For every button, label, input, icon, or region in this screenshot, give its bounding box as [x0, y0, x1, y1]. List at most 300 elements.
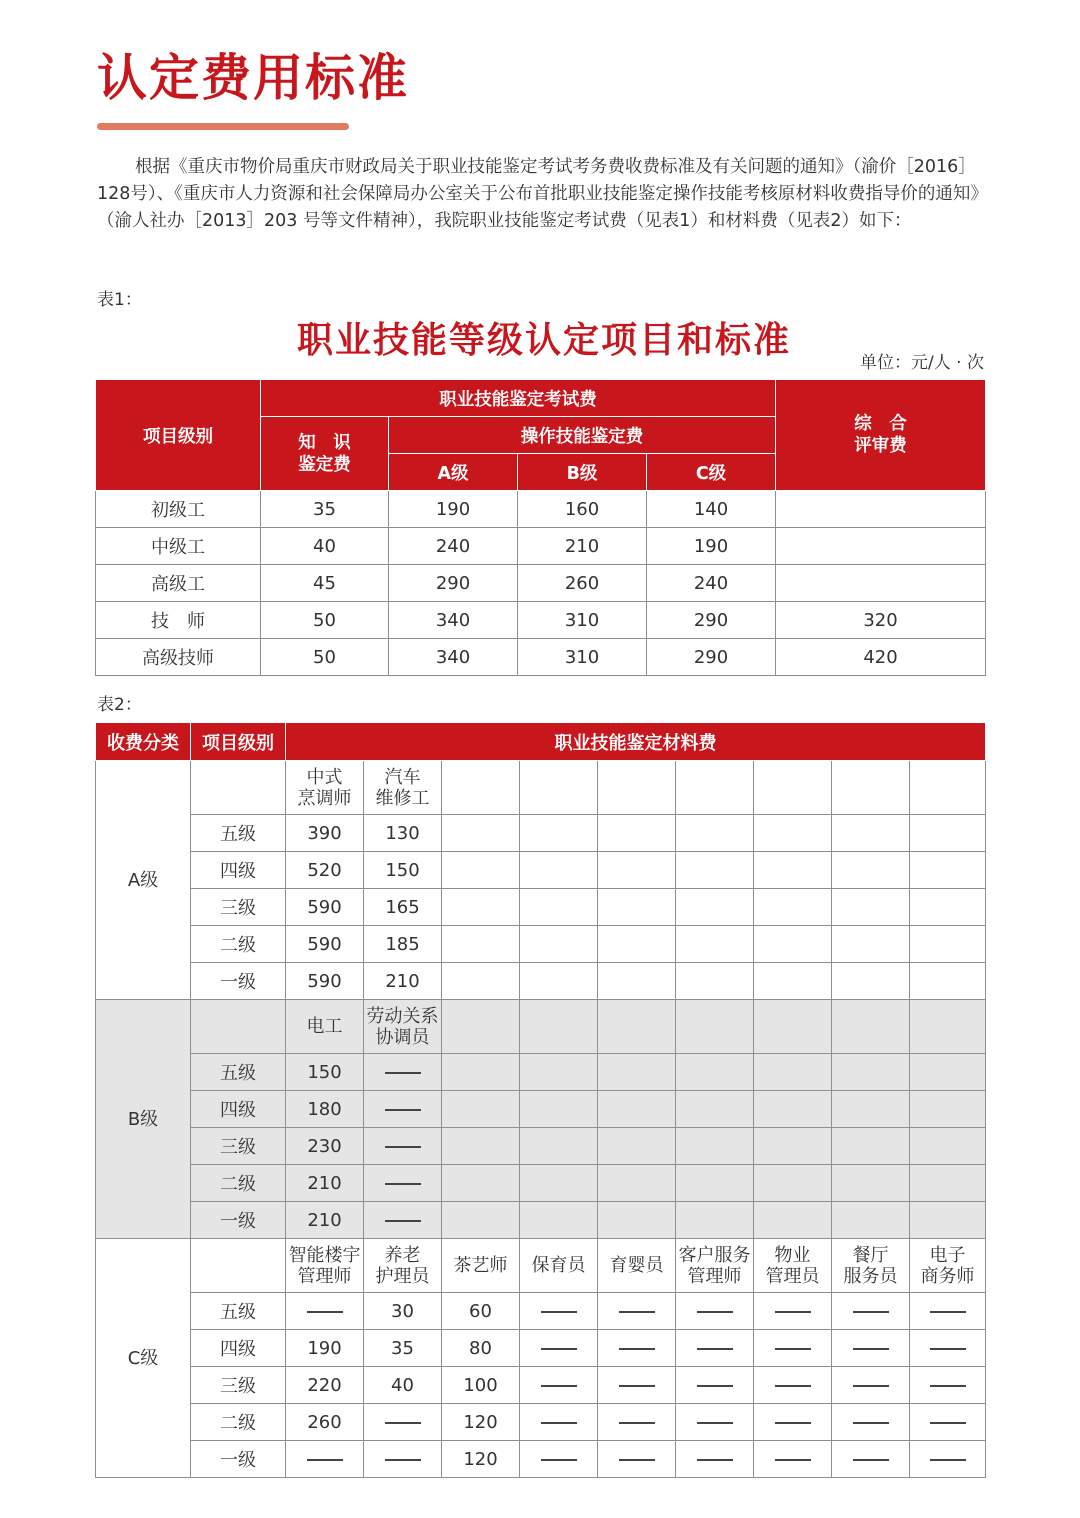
table2-value: 210	[364, 963, 442, 1000]
table2-value	[676, 815, 754, 852]
table1-cell-level: 中级工	[96, 528, 261, 565]
subject-line2: 商务师	[920, 1265, 975, 1287]
table2-row	[96, 1441, 986, 1478]
table2-value	[442, 1165, 520, 1202]
table2-value	[754, 1091, 832, 1128]
table2-level: 四级	[191, 1330, 286, 1367]
table2-row	[96, 1367, 986, 1404]
table2-level: 三级	[191, 889, 286, 926]
subject-line2: 协调员	[375, 1026, 430, 1048]
table2-value	[364, 1128, 442, 1165]
table2-value	[754, 1128, 832, 1165]
table2-value	[832, 1404, 910, 1441]
table2-value: 40	[364, 1367, 442, 1404]
subject-line1: 汽车	[384, 766, 421, 788]
dash-mark	[619, 1348, 655, 1350]
subject-line1: 保育员	[531, 1255, 586, 1276]
header-review-fee	[776, 380, 986, 491]
table1-row	[96, 528, 986, 565]
dash-mark	[385, 1220, 421, 1222]
table2-value	[754, 1441, 832, 1478]
table2-value	[754, 889, 832, 926]
table2-value	[754, 1165, 832, 1202]
table2-value	[832, 1091, 910, 1128]
subject-line1: 智能楼宇	[288, 1244, 361, 1266]
table2-value	[910, 1128, 986, 1165]
table2-value	[364, 1091, 442, 1128]
table2-subject	[832, 1239, 910, 1293]
table2-value	[520, 1404, 598, 1441]
dash-mark	[697, 1348, 733, 1350]
table2-value	[910, 926, 986, 963]
table2-subject	[364, 1000, 442, 1054]
table1-cell-b: 160	[518, 491, 647, 528]
table2-value: 210	[286, 1165, 364, 1202]
table2-row	[96, 889, 986, 926]
table2-value	[598, 1293, 676, 1330]
table2-value	[598, 963, 676, 1000]
table2-value	[598, 1330, 676, 1367]
table2-value	[442, 1054, 520, 1091]
table2-value	[520, 1367, 598, 1404]
dash-mark	[930, 1422, 966, 1424]
table2-value	[754, 1330, 832, 1367]
table2-value	[598, 815, 676, 852]
table2	[95, 722, 986, 1478]
table2-value: 120	[442, 1441, 520, 1478]
table2-value	[832, 815, 910, 852]
table1-cell-review	[776, 528, 986, 565]
dash-mark	[930, 1311, 966, 1313]
table2-value	[754, 963, 832, 1000]
table2-row	[96, 1054, 986, 1091]
table2-level: 四级	[191, 852, 286, 889]
subject-line2: 管理师	[687, 1265, 742, 1287]
table2-subject	[286, 1000, 364, 1054]
table2-value	[910, 1441, 986, 1478]
dash-mark	[385, 1109, 421, 1111]
table2-row	[96, 815, 986, 852]
table1-cell-level: 高级工	[96, 565, 261, 602]
table2-value	[286, 1293, 364, 1330]
table2-value	[364, 1202, 442, 1239]
table2-value	[442, 1128, 520, 1165]
table2-value	[754, 926, 832, 963]
table1-row	[96, 602, 986, 639]
intro-paragraph: 根据《重庆市物价局重庆市财政局关于职业技能鉴定考试考务费收费标准及有关问题的通知》（渝价［2016］128号）、《重庆市人力资源和社会保障局办公室关于公布首批职业技能鉴定操作技能考核原材料收费指导价的通知》（渝人社办［2013］203 号等文件精神），我院职业技能鉴定考试费（见表1）和材料费（见表2）如下：	[97, 157, 980, 231]
subject-line1: 育婴员	[609, 1255, 664, 1276]
table1-cell-a: 290	[389, 565, 518, 602]
table2-value	[364, 1441, 442, 1478]
table2-value	[676, 963, 754, 1000]
dash-mark	[385, 1072, 421, 1074]
dash-mark	[853, 1348, 889, 1350]
table2-value	[598, 1441, 676, 1478]
table2-value	[598, 1367, 676, 1404]
table2-subject-row	[96, 761, 986, 815]
header-item-level: 项目级别	[191, 723, 286, 761]
table2-value	[598, 1404, 676, 1441]
table2-row	[96, 1128, 986, 1165]
table2-value	[520, 963, 598, 1000]
table2-subject	[520, 761, 598, 815]
table2-value	[910, 963, 986, 1000]
table1-cell-level: 技 师	[96, 602, 261, 639]
table2-value: 120	[442, 1404, 520, 1441]
dash-mark	[775, 1311, 811, 1313]
dash-mark	[853, 1422, 889, 1424]
dash-mark	[775, 1348, 811, 1350]
dash-mark	[307, 1459, 343, 1461]
dash-mark	[385, 1183, 421, 1185]
subject-line2: 管理师	[297, 1265, 352, 1287]
table1-cell-knowledge: 35	[261, 491, 389, 528]
table1-cell-c: 190	[647, 528, 776, 565]
table1-cell-a: 340	[389, 639, 518, 676]
table2-value	[598, 1165, 676, 1202]
table2-value	[442, 815, 520, 852]
table1-cell-knowledge: 50	[261, 639, 389, 676]
table2-label: 表2：	[97, 695, 142, 715]
table2-row	[96, 1091, 986, 1128]
table2-value	[832, 852, 910, 889]
table2-value	[754, 852, 832, 889]
table2-row	[96, 1165, 986, 1202]
header-exam-fee: 职业技能鉴定考试费	[261, 380, 776, 417]
table2-level: 三级	[191, 1367, 286, 1404]
table2-value	[832, 1441, 910, 1478]
table2-value: 35	[364, 1330, 442, 1367]
table2-level: 五级	[191, 815, 286, 852]
table2-level: 一级	[191, 1202, 286, 1239]
table2-value: 210	[286, 1202, 364, 1239]
table2-value	[910, 815, 986, 852]
table2-blank-cell	[191, 1239, 286, 1293]
table2-value	[520, 1165, 598, 1202]
table2-value	[754, 1202, 832, 1239]
table2-value	[442, 889, 520, 926]
table2-subject	[286, 1239, 364, 1293]
header-grade-a: A级	[389, 454, 518, 491]
table2-value	[364, 1165, 442, 1202]
page-title: 认定费用标准	[97, 49, 409, 107]
table2-value	[910, 1091, 986, 1128]
dash-mark	[385, 1146, 421, 1148]
table2-subject	[598, 1239, 676, 1293]
subject-line1: 客户服务	[678, 1244, 751, 1266]
table2-subject	[364, 761, 442, 815]
table2-subject	[832, 761, 910, 815]
table2-value	[676, 1367, 754, 1404]
table2-subject	[598, 761, 676, 815]
table2-level: 二级	[191, 1165, 286, 1202]
dash-mark	[775, 1385, 811, 1387]
dash-mark	[853, 1311, 889, 1313]
table2-value	[598, 1202, 676, 1239]
dash-mark	[853, 1385, 889, 1387]
table2-value: 60	[442, 1293, 520, 1330]
table2-level: 一级	[191, 1441, 286, 1478]
table2-level: 五级	[191, 1054, 286, 1091]
table2-value	[676, 1330, 754, 1367]
table2-value	[910, 852, 986, 889]
table2-value	[676, 1293, 754, 1330]
table2-value: 260	[286, 1404, 364, 1441]
table2-value	[832, 1293, 910, 1330]
table2-category: B级	[96, 1000, 191, 1239]
table2-value	[520, 852, 598, 889]
table2-blank-cell	[191, 761, 286, 815]
subject-line1: 茶艺师	[453, 1255, 508, 1276]
table1-cell-c: 290	[647, 639, 776, 676]
table2-value	[598, 852, 676, 889]
table2-subject	[754, 761, 832, 815]
table2-value	[754, 1054, 832, 1091]
table2-value: 180	[286, 1091, 364, 1128]
dash-mark	[930, 1459, 966, 1461]
table2-value	[520, 1293, 598, 1330]
subject-line1: 电工	[306, 1016, 343, 1037]
table2-value	[676, 1165, 754, 1202]
table2-value	[832, 926, 910, 963]
table2-row	[96, 1404, 986, 1441]
table2-value: 130	[364, 815, 442, 852]
table2-value	[520, 889, 598, 926]
table2-value: 30	[364, 1293, 442, 1330]
header-grade-c: C级	[647, 454, 776, 491]
table1-cell-review: 420	[776, 639, 986, 676]
subject-line2: 烹调师	[297, 787, 352, 809]
subject-line2: 维修工	[375, 787, 430, 809]
table2-value	[910, 1404, 986, 1441]
table1-label: 表1：	[97, 290, 142, 310]
dash-mark	[930, 1385, 966, 1387]
table2-subject	[442, 761, 520, 815]
header-review-line1: 综 合	[854, 414, 907, 434]
table2-value	[598, 1091, 676, 1128]
table2-value: 220	[286, 1367, 364, 1404]
table2-row	[96, 963, 986, 1000]
dash-mark	[307, 1311, 343, 1313]
table2-value	[520, 1441, 598, 1478]
dash-mark	[619, 1311, 655, 1313]
table2-value	[598, 926, 676, 963]
table1-cell-knowledge: 50	[261, 602, 389, 639]
table2-value: 150	[364, 852, 442, 889]
table2-value: 165	[364, 889, 442, 926]
table1-row	[96, 491, 986, 528]
table1-cell-c: 140	[647, 491, 776, 528]
table2-value: 80	[442, 1330, 520, 1367]
table2-subject	[442, 1239, 520, 1293]
table2-subject	[286, 761, 364, 815]
table1-cell-level: 初级工	[96, 491, 261, 528]
table2-subject	[676, 1000, 754, 1054]
table2-subject	[832, 1000, 910, 1054]
subject-line1: 养老	[384, 1244, 421, 1266]
table2-blank-cell	[191, 1000, 286, 1054]
table2-value	[910, 1202, 986, 1239]
table1-cell-a: 240	[389, 528, 518, 565]
table2-subject-row	[96, 1239, 986, 1293]
table2-value: 590	[286, 963, 364, 1000]
table2-value	[520, 1091, 598, 1128]
header-review-line2: 评审费	[854, 436, 907, 456]
table2-value: 230	[286, 1128, 364, 1165]
table1-unit: 单位：元/人 · 次	[860, 353, 984, 373]
subject-line2: 管理员	[765, 1265, 820, 1287]
table2-subject	[910, 1239, 986, 1293]
table2-value	[676, 1054, 754, 1091]
dash-mark	[619, 1422, 655, 1424]
table2-value: 100	[442, 1367, 520, 1404]
dash-mark	[697, 1459, 733, 1461]
table1-cell-a: 340	[389, 602, 518, 639]
table2-category: C级	[96, 1239, 191, 1478]
table2-value	[754, 1367, 832, 1404]
table2-value: 185	[364, 926, 442, 963]
subject-line1: 中式	[306, 766, 343, 788]
table2-subject	[910, 1000, 986, 1054]
table2-row	[96, 1330, 986, 1367]
table2-value: 150	[286, 1054, 364, 1091]
table2-level: 四级	[191, 1091, 286, 1128]
table2-value	[910, 1054, 986, 1091]
subject-line1: 电子	[929, 1244, 966, 1266]
table2-subject	[676, 1239, 754, 1293]
dash-mark	[697, 1311, 733, 1313]
table2-value	[520, 926, 598, 963]
table1-cell-knowledge: 45	[261, 565, 389, 602]
header-grade-b: B级	[518, 454, 647, 491]
table2-value	[598, 889, 676, 926]
dash-mark	[853, 1459, 889, 1461]
table2-value	[520, 1202, 598, 1239]
dash-mark	[697, 1385, 733, 1387]
table2-value: 390	[286, 815, 364, 852]
subject-line1: 物业	[774, 1244, 811, 1266]
table2-value	[520, 1054, 598, 1091]
header-category: 收费分类	[96, 723, 191, 761]
table2-subject	[676, 761, 754, 815]
header-material-fee: 职业技能鉴定材料费	[286, 723, 986, 761]
table1-cell-review: 320	[776, 602, 986, 639]
table2-subject-row	[96, 1000, 986, 1054]
table2-value	[832, 889, 910, 926]
table1-cell-c: 290	[647, 602, 776, 639]
table2-value	[910, 1367, 986, 1404]
table2-value	[754, 815, 832, 852]
subject-line1: 劳动关系	[366, 1005, 439, 1027]
title-underline	[97, 123, 349, 130]
dash-mark	[385, 1422, 421, 1424]
table1-cell-b: 210	[518, 528, 647, 565]
table2-level: 一级	[191, 963, 286, 1000]
table2-level: 二级	[191, 926, 286, 963]
table2-value	[676, 1091, 754, 1128]
table2-value	[598, 1054, 676, 1091]
table2-value	[910, 1330, 986, 1367]
table2-value	[910, 1165, 986, 1202]
table2-value	[832, 1330, 910, 1367]
dash-mark	[385, 1459, 421, 1461]
dash-mark	[775, 1459, 811, 1461]
table2-value: 590	[286, 926, 364, 963]
table1-cell-c: 240	[647, 565, 776, 602]
table2-value	[520, 1128, 598, 1165]
table1-cell-b: 310	[518, 639, 647, 676]
table2-subject	[442, 1000, 520, 1054]
table2-value	[754, 1293, 832, 1330]
table2-value	[832, 1128, 910, 1165]
dash-mark	[930, 1348, 966, 1350]
table2-subject	[754, 1239, 832, 1293]
dash-mark	[619, 1459, 655, 1461]
table2-value	[442, 1202, 520, 1239]
table2-value	[442, 926, 520, 963]
table2-value: 590	[286, 889, 364, 926]
table1-cell-a: 190	[389, 491, 518, 528]
header-knowledge-line1: 知 识	[298, 432, 351, 453]
subject-line1: 餐厅	[852, 1244, 889, 1266]
table2-value	[832, 1202, 910, 1239]
table2-value	[754, 1404, 832, 1441]
table2-subject	[598, 1000, 676, 1054]
table2-subject	[520, 1000, 598, 1054]
table1-cell-b: 310	[518, 602, 647, 639]
table1-row	[96, 565, 986, 602]
table2-row	[96, 852, 986, 889]
table1-row	[96, 639, 986, 676]
dash-mark	[541, 1459, 577, 1461]
table1-cell-knowledge: 40	[261, 528, 389, 565]
table2-level: 五级	[191, 1293, 286, 1330]
table1-cell-level: 高级技师	[96, 639, 261, 676]
header-knowledge-fee	[261, 417, 389, 491]
table1-cell-b: 260	[518, 565, 647, 602]
table1	[95, 379, 986, 676]
table2-value	[910, 889, 986, 926]
table2-value	[676, 1128, 754, 1165]
table2-value: 520	[286, 852, 364, 889]
table2-value	[832, 1165, 910, 1202]
subject-line2: 服务员	[843, 1265, 898, 1287]
table1-title: 职业技能等级认定项目和标准	[296, 320, 791, 361]
dash-mark	[697, 1422, 733, 1424]
header-knowledge-line2: 鉴定费	[298, 454, 351, 475]
header-item-level: 项目级别	[96, 380, 261, 491]
table2-value	[676, 1404, 754, 1441]
table2-subject	[520, 1239, 598, 1293]
table2-value	[442, 852, 520, 889]
table2-category: A级	[96, 761, 191, 1000]
table2-value: 190	[286, 1330, 364, 1367]
table2-value	[520, 1330, 598, 1367]
table1-cell-review	[776, 565, 986, 602]
table2-row	[96, 926, 986, 963]
dash-mark	[541, 1385, 577, 1387]
table2-level: 三级	[191, 1128, 286, 1165]
dash-mark	[619, 1385, 655, 1387]
header-operation-fee: 操作技能鉴定费	[389, 417, 776, 454]
table2-value	[286, 1441, 364, 1478]
table2-value	[676, 889, 754, 926]
subject-line2: 护理员	[375, 1265, 430, 1287]
table2-value	[676, 852, 754, 889]
table2-value	[364, 1054, 442, 1091]
table2-value	[598, 1128, 676, 1165]
table2-value	[910, 1293, 986, 1330]
